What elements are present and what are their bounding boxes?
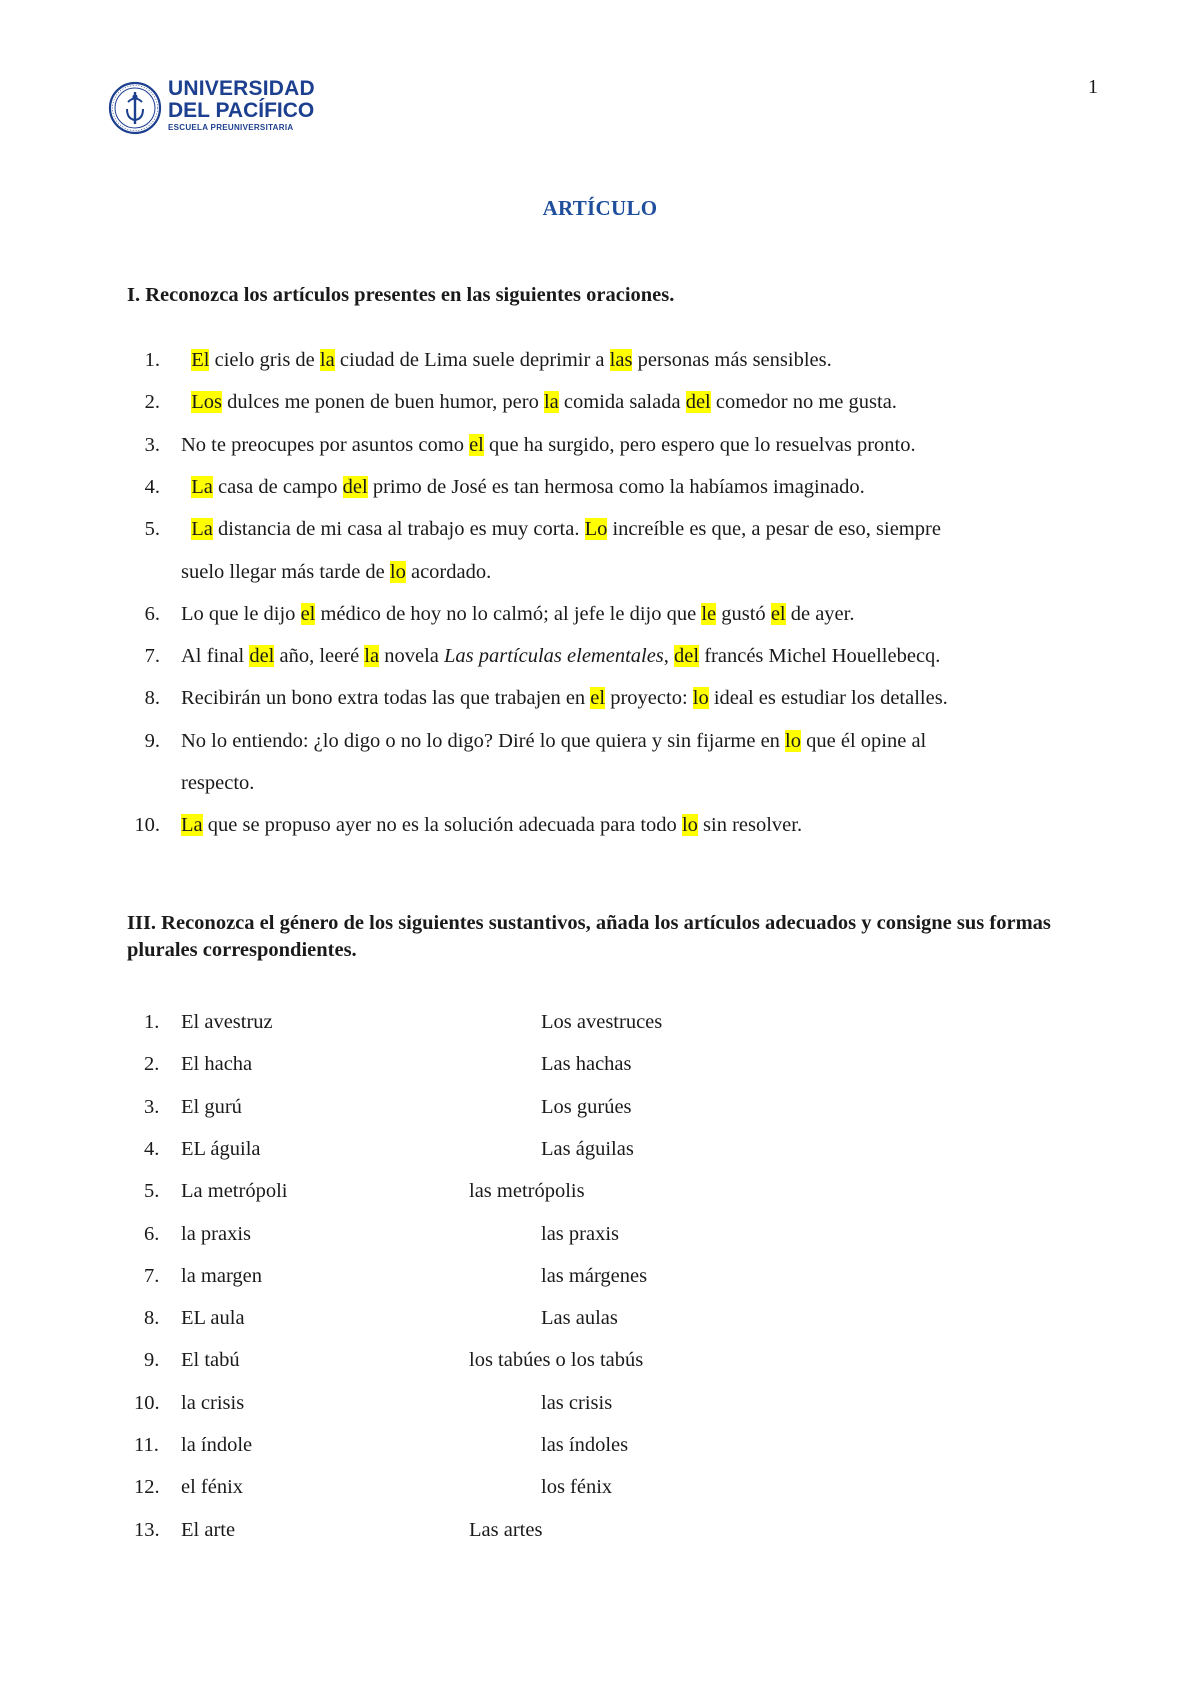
- list-number: 9.: [144, 1349, 160, 1372]
- highlighted-article: Lo: [584, 518, 608, 541]
- highlighted-article: lo: [681, 814, 698, 837]
- sentence-segment: [181, 349, 191, 371]
- list-number: 4.: [144, 475, 160, 498]
- list-number: 5.: [144, 518, 160, 541]
- sentence-segment: [181, 518, 191, 540]
- noun-singular: la margen: [181, 1264, 263, 1287]
- noun-plural: Las águilas: [541, 1137, 634, 1160]
- list-number: 13.: [134, 1518, 160, 1541]
- list-number: 6.: [144, 602, 160, 625]
- sentence-segment: No te preocupes por asuntos como: [181, 433, 470, 456]
- list-number: 3.: [144, 1095, 160, 1118]
- list-number: 8.: [144, 687, 160, 710]
- document-title: ARTÍCULO: [542, 196, 658, 220]
- sentence-text: [181, 684, 948, 712]
- sentence-text: [181, 642, 940, 670]
- sentence-segment: respecto.: [181, 772, 255, 794]
- noun-singular: El arte: [181, 1518, 236, 1541]
- noun-plural: Las hachas: [541, 1053, 632, 1076]
- list-number: 4.: [144, 1137, 160, 1160]
- highlighted-article: el: [770, 602, 786, 625]
- sentence-text: [181, 811, 802, 839]
- sentence-segment: que él opine al: [801, 729, 927, 752]
- logo-line-1: UNIVERSIDAD: [168, 77, 315, 100]
- sentence-segment: médico de hoy no lo calmó; al jefe le dijo que: [315, 602, 702, 625]
- noun-plural: Los gurúes: [541, 1095, 632, 1118]
- sentence-segment: novela: [379, 645, 444, 668]
- sentence-text: [181, 558, 491, 586]
- sentence-segment: sin resolver.: [697, 814, 803, 837]
- highlighted-article: La: [191, 475, 213, 498]
- list-number: 10.: [134, 814, 160, 837]
- sentence-segment: personas más sensibles.: [632, 349, 832, 371]
- noun-plural: los tabúes o los tabús: [469, 1349, 644, 1372]
- university-seal-icon: [108, 76, 162, 140]
- sentence-segment: acordado.: [405, 560, 492, 583]
- list-number: 5.: [144, 1180, 160, 1203]
- noun-plural: las praxis: [541, 1222, 619, 1245]
- sentence-segment: cielo gris de: [209, 349, 320, 371]
- highlighted-article: el: [469, 433, 484, 456]
- sentence-text: [181, 600, 854, 628]
- sentence-segment: proyecto:: [605, 687, 693, 710]
- list-number: 1.: [144, 349, 160, 371]
- sentence-segment: casa de campo: [212, 475, 343, 498]
- sentence-text: [181, 388, 897, 416]
- highlighted-article: lo: [389, 560, 406, 583]
- sentence-segment: Lo que le dijo: [181, 602, 301, 625]
- list-number: 11.: [134, 1434, 159, 1456]
- sentence-segment: que se propuso ayer no es la solución adecuada para todo: [202, 814, 682, 837]
- page-number: 1: [1088, 76, 1098, 98]
- logo-line-3: ESCUELA PREUNIVERSITARIA: [168, 123, 294, 132]
- sentence-segment: comida salada: [558, 391, 686, 414]
- university-logo: [108, 76, 315, 140]
- noun-singular: El avestruz: [181, 1011, 273, 1033]
- highlighted-article: del: [685, 391, 711, 414]
- noun-singular: la praxis: [181, 1222, 252, 1245]
- sentence-segment: que ha surgido, pero espero que lo resuelvas pronto.: [483, 433, 916, 456]
- list-number: 7.: [144, 1264, 160, 1287]
- highlighted-article: lo: [692, 687, 709, 710]
- noun-plural: las metrópolis: [469, 1180, 585, 1203]
- sentence-segment: dulces me ponen de buen humor, pero: [222, 391, 544, 414]
- sentence-segment: increíble es que, a pesar de eso, siempre: [607, 518, 941, 541]
- list-number: 2.: [144, 1053, 160, 1076]
- sentence-segment: [181, 476, 191, 498]
- logo-line-2: DEL PACÍFICO: [168, 99, 315, 122]
- sentence-text: [181, 473, 865, 501]
- highlighted-article: el: [300, 602, 316, 625]
- noun-plural: las crisis: [541, 1391, 613, 1414]
- highlighted-article: El: [191, 349, 210, 371]
- sentence-segment: Al final: [181, 645, 250, 668]
- sentence-segment: No lo entiendo: ¿lo digo o no lo digo? Diré lo que quiera y sin fijarme en: [181, 729, 786, 752]
- sentence-text: [181, 431, 916, 459]
- list-number: 2.: [144, 391, 160, 414]
- list-number: 8.: [144, 1307, 160, 1330]
- highlighted-article: la: [543, 391, 559, 414]
- highlighted-article: del: [249, 645, 275, 668]
- sentence-segment: ideal es estudiar los detalles.: [708, 687, 948, 710]
- noun-singular: La metrópoli: [181, 1180, 288, 1203]
- noun-singular: la crisis: [181, 1391, 245, 1414]
- highlighted-article: La: [191, 518, 213, 541]
- list-number: 1.: [144, 1011, 160, 1033]
- noun-singular: EL águila: [181, 1137, 261, 1160]
- list-number: 9.: [144, 729, 160, 752]
- sentence-segment: ,: [663, 645, 675, 668]
- sentence-text: [181, 769, 254, 797]
- noun-singular: El gurú: [181, 1095, 242, 1118]
- noun-singular: El tabú: [181, 1349, 240, 1372]
- sentence-segment: año, leeré: [274, 645, 365, 668]
- noun-plural: Los avestruces: [541, 1011, 663, 1033]
- noun-singular: el fénix: [181, 1476, 244, 1499]
- list-number: 3.: [144, 433, 160, 456]
- list-number: 10.: [134, 1391, 160, 1414]
- highlighted-article: Los: [191, 391, 222, 414]
- sentence-text: [181, 727, 926, 755]
- section-1-heading: I. Reconozca los artículos presentes en las siguientes oraciones.: [127, 284, 675, 306]
- noun-singular: EL aula: [181, 1307, 245, 1330]
- list-number: 6.: [144, 1222, 160, 1245]
- sentence-segment: Recibirán un bono extra todas las que trabajen en: [181, 687, 591, 710]
- list-number: 7.: [144, 645, 160, 668]
- highlighted-article: del: [674, 645, 700, 668]
- noun-plural: Las aulas: [541, 1307, 618, 1330]
- sentence-segment: gustó: [716, 602, 771, 625]
- list-number: 12.: [134, 1476, 160, 1499]
- sentence-segment: ciudad de Lima suele deprimir a: [334, 349, 610, 371]
- highlighted-article: lo: [785, 729, 801, 752]
- highlighted-article: La: [181, 814, 203, 837]
- sentence-segment: [181, 391, 191, 413]
- sentence-segment: Las partículas elementales: [444, 645, 664, 668]
- sentence-text: [181, 346, 832, 374]
- sentence-segment: primo de José es tan hermosa como la habíamos imaginado.: [367, 475, 865, 498]
- noun-plural: las índoles: [541, 1434, 629, 1456]
- sentence-segment: distancia de mi casa al trabajo es muy corta.: [212, 518, 585, 541]
- sentence-segment: comedor no me gusta.: [710, 391, 897, 414]
- noun-plural: Las artes: [469, 1518, 543, 1541]
- noun-plural: las márgenes: [541, 1264, 648, 1287]
- sentence-segment: francés Michel Houellebecq.: [699, 645, 941, 668]
- highlighted-article: la: [319, 349, 335, 371]
- highlighted-article: el: [590, 687, 606, 710]
- sentence-segment: suelo llegar más tarde de: [181, 560, 390, 583]
- highlighted-article: la: [364, 645, 380, 668]
- noun-singular: la índole: [181, 1434, 253, 1456]
- logo-text: [168, 78, 315, 132]
- section-3-heading: III. Reconozca el género de los siguientes sustantivos, añada los artículos adecuados y consigne sus formas plurales correspondientes.: [127, 912, 1051, 961]
- highlighted-article: le: [701, 602, 717, 625]
- highlighted-article: las: [609, 349, 633, 371]
- noun-singular: El hacha: [181, 1053, 253, 1076]
- sentence-text: [181, 515, 941, 543]
- highlighted-article: del: [342, 475, 368, 498]
- noun-plural: los fénix: [541, 1476, 613, 1499]
- sentence-segment: de ayer.: [785, 602, 855, 625]
